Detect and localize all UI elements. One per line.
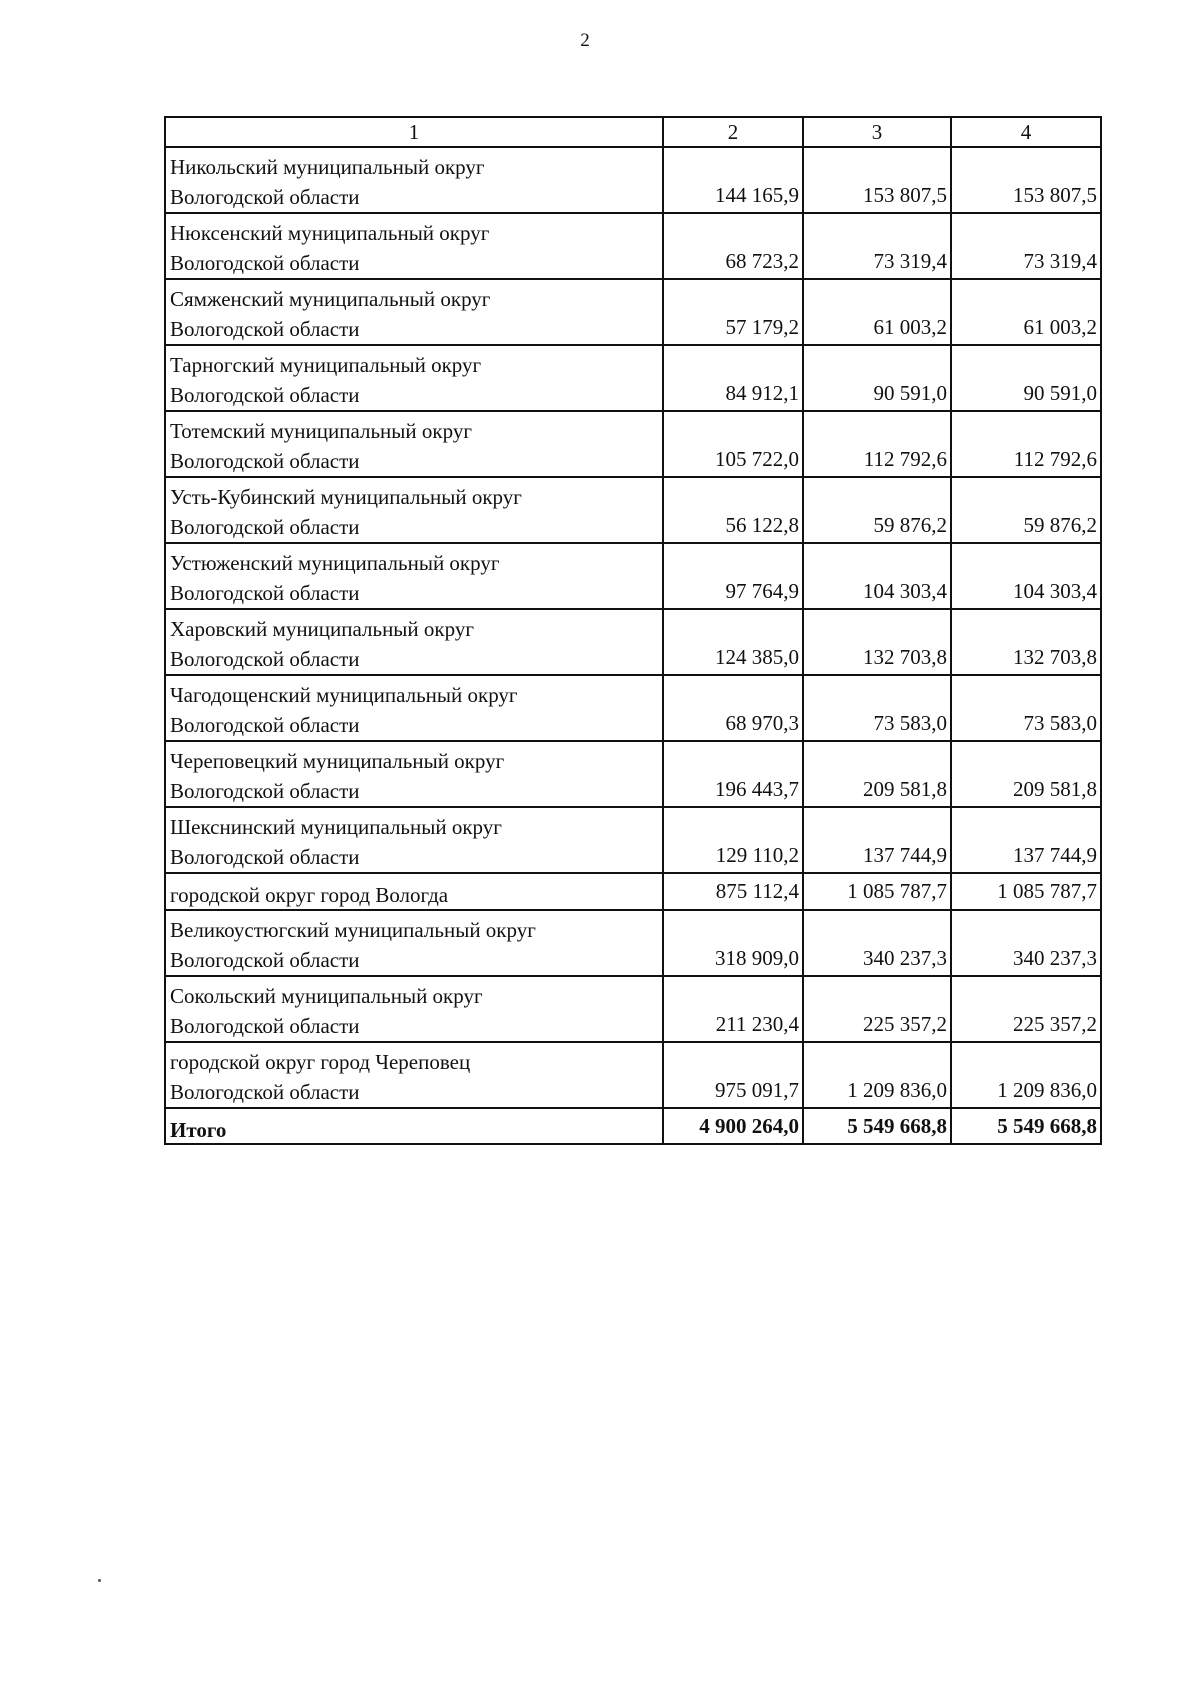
table-row [165, 213, 1101, 279]
table-row [165, 411, 1101, 477]
table-row [165, 976, 1101, 1042]
allocation-table-container [164, 116, 1100, 1145]
table-row [165, 675, 1101, 741]
allocation-table [164, 116, 1102, 1145]
municipality-name-line: Чагодощенский муниципальный округ [170, 683, 518, 707]
municipality-name-line: Харовский муниципальный округ [170, 617, 474, 641]
value-col4: 59 876,2 [951, 477, 1101, 543]
table-row [165, 1042, 1101, 1108]
value-col2: 875 112,4 [663, 873, 803, 910]
municipality-name-line: Череповецкий муниципальный округ [170, 749, 505, 773]
municipality-name-line: городской округ город Вологда [170, 883, 449, 907]
table-row [165, 910, 1101, 976]
value-col4: 73 319,4 [951, 213, 1101, 279]
value-col3: 73 583,0 [803, 675, 951, 741]
municipality-name-line: Вологодской области [170, 1014, 360, 1038]
value-col2: 57 179,2 [663, 279, 803, 345]
municipality-name [165, 147, 663, 213]
municipality-name-line: Вологодской области [170, 515, 360, 539]
value-col4: 73 583,0 [951, 675, 1101, 741]
municipality-name [165, 411, 663, 477]
municipality-name-line: Вологодской области [170, 1080, 360, 1104]
value-col2: 318 909,0 [663, 910, 803, 976]
value-col3: 1 085 787,7 [803, 873, 951, 910]
municipality-name [165, 213, 663, 279]
municipality-name-line: Никольский муниципальный округ [170, 155, 485, 179]
municipality-name-line: Устюженский муниципальный округ [170, 551, 500, 575]
value-col4: 137 744,9 [951, 807, 1101, 873]
header-row [165, 117, 1101, 147]
table-row [165, 147, 1101, 213]
municipality-name [165, 543, 663, 609]
municipality-name-line: Вологодской области [170, 251, 360, 275]
table-row [165, 741, 1101, 807]
table-body [165, 147, 1101, 1144]
municipality-name [165, 675, 663, 741]
municipality-name [165, 609, 663, 675]
value-col2: 105 722,0 [663, 411, 803, 477]
value-col2: 129 110,2 [663, 807, 803, 873]
table-row [165, 609, 1101, 675]
value-col2: 144 165,9 [663, 147, 803, 213]
value-col4: 1 085 787,7 [951, 873, 1101, 910]
municipality-name-line: Вологодской области [170, 317, 360, 341]
municipality-name [165, 477, 663, 543]
table-row [165, 543, 1101, 609]
value-col2: 196 443,7 [663, 741, 803, 807]
value-col3: 73 319,4 [803, 213, 951, 279]
value-col2: 211 230,4 [663, 976, 803, 1042]
value-col3: 61 003,2 [803, 279, 951, 345]
value-col3: 1 209 836,0 [803, 1042, 951, 1108]
value-col4: 209 581,8 [951, 741, 1101, 807]
total-value-col3: 5 549 668,8 [803, 1108, 951, 1144]
page-number: 2 [580, 30, 590, 51]
value-col3: 104 303,4 [803, 543, 951, 609]
value-col2: 68 970,3 [663, 675, 803, 741]
table-row [165, 477, 1101, 543]
value-col4: 1 209 836,0 [951, 1042, 1101, 1108]
table-row [165, 279, 1101, 345]
municipality-name-line: Вологодской области [170, 383, 360, 407]
value-col2: 84 912,1 [663, 345, 803, 411]
value-col3: 225 357,2 [803, 976, 951, 1042]
value-col4: 61 003,2 [951, 279, 1101, 345]
value-col4: 132 703,8 [951, 609, 1101, 675]
table-row [165, 345, 1101, 411]
municipality-name-line: Великоустюгский муниципальный округ [170, 918, 536, 942]
municipality-name-line: Шекснинский муниципальный округ [170, 815, 502, 839]
municipality-name-line: Вологодской области [170, 185, 360, 209]
municipality-name-line: Вологодской области [170, 449, 360, 473]
value-col2: 975 091,7 [663, 1042, 803, 1108]
value-col3: 112 792,6 [803, 411, 951, 477]
column-header-4: 4 [951, 117, 1101, 147]
municipality-name-line: Сямженский муниципальный округ [170, 287, 491, 311]
column-header-3: 3 [803, 117, 951, 147]
value-col2: 68 723,2 [663, 213, 803, 279]
municipality-name-line: Вологодской области [170, 647, 360, 671]
value-col4: 112 792,6 [951, 411, 1101, 477]
total-label: Итого [165, 1108, 663, 1144]
column-header-2: 2 [663, 117, 803, 147]
total-value-col4: 5 549 668,8 [951, 1108, 1101, 1144]
municipality-name [165, 279, 663, 345]
value-col3: 153 807,5 [803, 147, 951, 213]
value-col3: 59 876,2 [803, 477, 951, 543]
municipality-name-line: Усть-Кубинский муниципальный округ [170, 485, 522, 509]
value-col2: 56 122,8 [663, 477, 803, 543]
value-col4: 153 807,5 [951, 147, 1101, 213]
municipality-name-line: Вологодской области [170, 713, 360, 737]
value-col4: 90 591,0 [951, 345, 1101, 411]
scan-speck [98, 1579, 101, 1582]
municipality-name-line: Вологодской области [170, 779, 360, 803]
municipality-name-line: городской округ город Череповец [170, 1050, 471, 1074]
value-col3: 137 744,9 [803, 807, 951, 873]
municipality-name-line: Вологодской области [170, 845, 360, 869]
municipality-name-line: Тотемский муниципальный округ [170, 419, 472, 443]
municipality-name [165, 345, 663, 411]
value-col3: 340 237,3 [803, 910, 951, 976]
value-col4: 225 357,2 [951, 976, 1101, 1042]
municipality-name-line: Сокольский муниципальный округ [170, 984, 483, 1008]
municipality-name-line: Нюксенский муниципальный округ [170, 221, 490, 245]
value-col2: 124 385,0 [663, 609, 803, 675]
municipality-name [165, 807, 663, 873]
municipality-name-line: Вологодской области [170, 948, 360, 972]
value-col3: 209 581,8 [803, 741, 951, 807]
municipality-name-line: Вологодской области [170, 581, 360, 605]
table-header [165, 117, 1101, 147]
table-row [165, 807, 1101, 873]
municipality-name [165, 910, 663, 976]
municipality-name [165, 741, 663, 807]
column-header-1: 1 [165, 117, 663, 147]
total-value-col2: 4 900 264,0 [663, 1108, 803, 1144]
municipality-name [165, 976, 663, 1042]
municipality-name [165, 873, 663, 910]
value-col4: 340 237,3 [951, 910, 1101, 976]
table-row [165, 873, 1101, 910]
value-col3: 90 591,0 [803, 345, 951, 411]
municipality-name-line: Тарногский муниципальный округ [170, 353, 482, 377]
value-col2: 97 764,9 [663, 543, 803, 609]
total-row [165, 1108, 1101, 1144]
value-col3: 132 703,8 [803, 609, 951, 675]
municipality-name [165, 1042, 663, 1108]
value-col4: 104 303,4 [951, 543, 1101, 609]
